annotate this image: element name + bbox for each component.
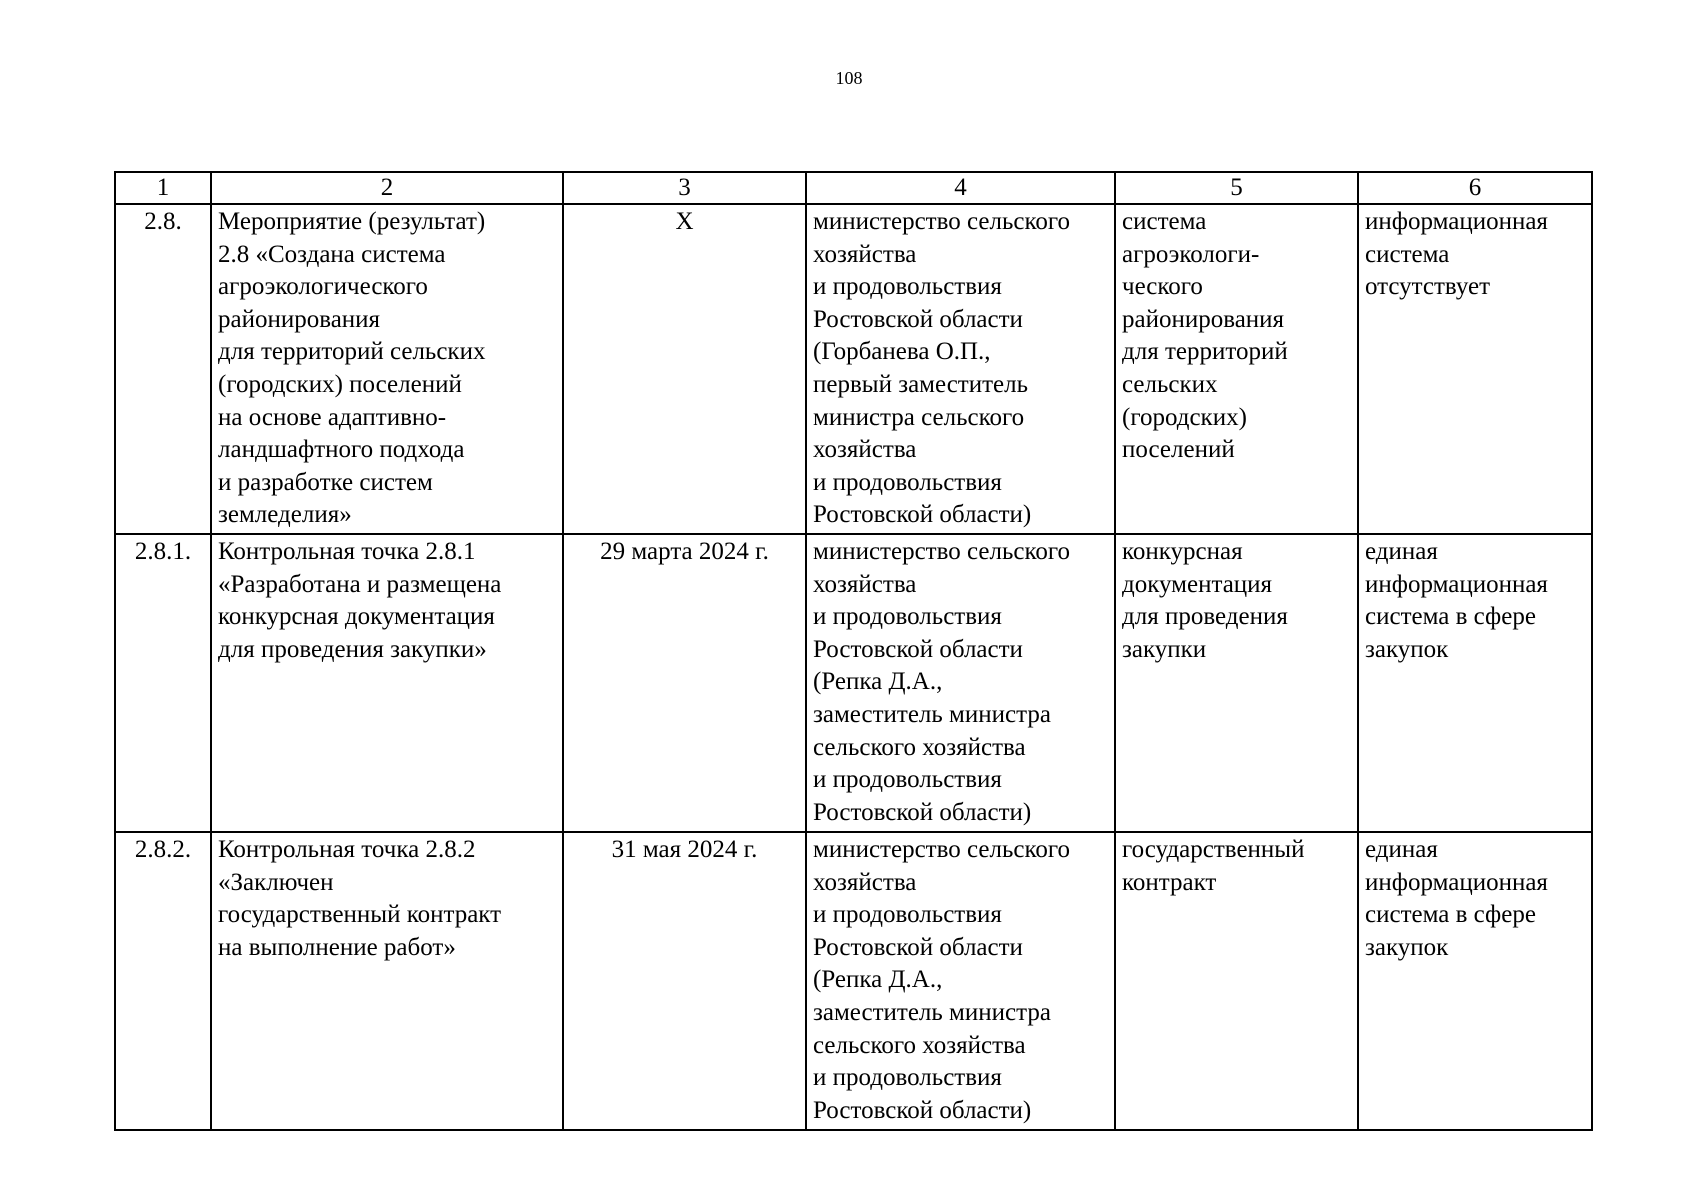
header-row [115,172,1592,204]
row-name: Контрольная точка 2.8.2 «Заключен государственный контракт на выполнение работ» [211,832,563,1130]
row-name: Мероприятие (результат) 2.8 «Создана система агроэкологического районирования для территорий сельских (городских) поселений на основе адаптивно- ландшафтного подхода и разработке систем земледелия» [211,204,563,534]
row-document: система агроэкологи- ческого районирования для территорий сельских (городских) поселений [1115,204,1358,534]
row-date: 31 мая 2024 г. [563,832,806,1130]
row-document: конкурсная документация для проведения закупки [1115,534,1358,832]
plan-table [114,171,1593,1131]
table-row [115,534,1592,832]
header-col-4: 4 [806,172,1115,204]
row-info-system: единая информационная система в сфере закупок [1358,832,1592,1130]
row-document: государственный контракт [1115,832,1358,1130]
page-number: 108 [835,68,863,88]
row-number: 2.8.2. [115,832,211,1130]
header-col-6: 6 [1358,172,1592,204]
header-col-1: 1 [115,172,211,204]
row-responsible: министерство сельского хозяйства и продовольствия Ростовской области (Репка Д.А., заместитель министра сельского хозяйства и продовольствия Ростовской области) [806,832,1115,1130]
row-date: 29 марта 2024 г. [563,534,806,832]
table-row [115,204,1592,534]
row-info-system: единая информационная система в сфере закупок [1358,534,1592,832]
row-info-system: информационная система отсутствует [1358,204,1592,534]
row-number: 2.8.1. [115,534,211,832]
header-col-5: 5 [1115,172,1358,204]
table-row [115,832,1592,1130]
row-responsible: министерство сельского хозяйства и продовольствия Ростовской области (Горбанева О.П., первый заместитель министра сельского хозяйства и продовольствия Ростовской области) [806,204,1115,534]
header-col-3: 3 [563,172,806,204]
row-responsible: министерство сельского хозяйства и продовольствия Ростовской области (Репка Д.А., заместитель министра сельского хозяйства и продовольствия Ростовской области) [806,534,1115,832]
row-name: Контрольная точка 2.8.1 «Разработана и размещена конкурсная документация для проведения закупки» [211,534,563,832]
row-date: Х [563,204,806,534]
row-number: 2.8. [115,204,211,534]
header-col-2: 2 [211,172,563,204]
